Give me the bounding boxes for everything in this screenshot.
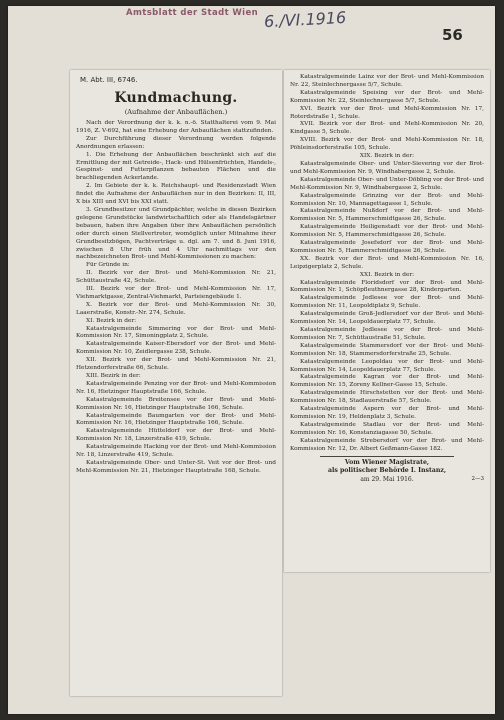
notice-paragraph: Katastralgemeinde Floridsdorf vor der Brot- und Mehl-Kommission Nr. 1, Schöpfleuthnergasse 28, Kindergarten. [290,279,484,294]
notice-paragraph: XI. Bezirk in der: [86,317,137,324]
notice-paragraph: Katastralgemeinde Heiligenstadt vor der Brot- und Mehl-Kommission Nr. 5, Hammerschmidtgasse 26, Schule. [290,224,484,239]
notice-paragraph: Für Gründe in: [86,262,130,269]
notice-paragraph: XXI. Bezirk in der: [359,271,415,278]
notice-paragraph: Katastralgemeinde Stadlau vor der Brot- und Mehl-Kommission Nr. 16, Konstanziagasse 50, Schule. [290,421,484,436]
notice-paragraph: XIX. Bezirk in der: [359,153,415,160]
notice-paragraph: Katastralgemeinde Ober- und Unter-Sievering vor der Brot- und Mehl-Kommission Nr. 9, Windhabergasse 2, Schule. [290,160,484,175]
signature-divider [320,456,454,457]
signature-date-line [290,476,484,483]
notice-paragraph: Katastralgemeinde Jedlesee vor der Brot- und Mehl-Kommission Nr. 7, Schüttaustraße 51, Schule. [290,327,484,341]
notice-paragraph: Katastralgemeinde Hütteldorf vor der Brot- und Mehl-Kommission Nr. 18, Linzerstraße 419, Schule. [76,428,276,443]
notice-subtitle: (Aufnahme der Anbauflächen.) [124,108,228,116]
notice-paragraph: X. Bezirk vor der Brot- und Mehl-Kommission Nr. 30, Laaerstraße, Konstr.-Nr. 274, Schule. [76,301,276,316]
clipping-left-column [70,70,282,696]
right-column-body [290,74,484,454]
notice-paragraph: XVII. Bezirk vor der Brot- und Mehl-Kommission Nr. 20, Kindgasse 5, Schule. [290,121,484,136]
left-column-body [76,120,276,476]
notice-paragraph: XVI. Bezirk vor der Brot- und Mehl-Kommission Nr. 17, Roterdstraße 1, Schule. [290,105,484,120]
notice-paragraph: Katastralgemeinde Kagran vor der Brot- und Mehl-Kommission Nr. 15, Zoreny Kellner-Gasse 15, Schule. [290,374,484,389]
reference-number: M. Abt. III, 6746. [80,76,138,84]
notice-paragraph: 2. Im Gebiete der k. k. Reichshaupt- und Residenzstadt Wien findet die Aufnahme der Anbauflächen nur in den Bezirken: II, III, X bis XIII und XVI bis XXI statt. [76,183,276,206]
handwritten-date: 6./VI.1916 [263,7,347,32]
notice-paragraph: XII. Bezirk vor der Brot- und Mehl-Kommission Nr. 21, Hetzendorferstraße 66, Schule. [76,357,276,372]
signature-authority: Vom Wiener Magistrate, [344,458,430,466]
notice-paragraph: Katastralgemeinde Breitensee vor der Brot- und Mehl-Kommission Nr. 16, Hietzinger Hauptstraße 166, Schule. [76,396,276,411]
notice-paragraph: Katastralgemeinde Leopoldau vor der Brot- und Mehl-Kommission Nr. 14, Leopoldauerplatz 77, Schule. [290,358,484,373]
notice-paragraph: Katastralgemeinde Stammersdorf vor der Brot- und Mehl-Kommission Nr. 18, Stammersdorferstraße 25, Schule. [290,342,484,357]
signature-code: 2—3 [471,475,484,482]
notice-paragraph: XVIII. Bezirk vor der Brot- und Mehl-Kommission Nr. 18, Pöhleinsdorferstraße 105, Schule. [290,137,484,152]
notice-paragraph: XIII. Bezirk in der: [86,373,141,379]
notice-paragraph: Katastralgemeinde Speising vor der Brot- und Mehl-Kommission Nr. 22, Steinlechnergasse 5/7, Schule. [290,89,484,104]
notice-paragraph: Katastralgemeinde Grinzing vor der Brot- und Mehl-Kommission Nr. 10, Mannagettagasse 1, Schule. [290,192,484,207]
notice-paragraph: Katastralgemeinde Hirschstetten vor der Brot- und Mehl-Kommission Nr. 18, Stadlauerstraße 57, Schule. [290,390,484,405]
notice-paragraph: Katastralgemeinde Kaiser-Ebersdorf vor der Brot- und Mehl-Kommission Nr. 10, Zeidlergasse 238, Schule. [76,341,276,356]
notice-paragraph: Katastralgemeinde Lainz vor der Brot- und Mehl-Kommission Nr. 22, Steinlechnergasse 5/7, Schule. [290,74,484,88]
notice-paragraph: Katastralgemeinde Josefsdorf vor der Brot- und Mehl-Kommission Nr. 5, Hammerschmidtgasse 26, Schule. [290,240,484,254]
page-number: 56 [442,26,463,44]
notice-paragraph: Katastralgemeinde Simmering vor der Brot- und Mehl-Kommission Nr. 17, Simoningplatz 2, Schule. [76,325,276,340]
signature-date: am 29. Mai 1916. [360,475,414,483]
notice-paragraph: Katastralgemeinde Hacking vor der Brot- und Mehl-Kommission Nr. 18, Linzerstraße 419, Schule. [76,444,276,459]
notice-paragraph: 1. Die Erhebung der Anbauflächen beschränkt sich auf die Ermittlung der mit Getreide-, Hack- und Hülsenfrüchten, Handels-, Gespinst- und Futterpflanzen bebauten Flächen und die brachliegenden Ackerlande. [76,151,276,182]
notice-paragraph: II. Bezirk vor der Brot- und Mehl-Kommission Nr. 21, Schüttaustraße 42, Schule. [76,270,276,285]
notice-paragraph: Katastralgemeinde Strebersdorf vor der Brot- und Mehl-Kommission Nr. 12, Dr. Albert Geßmann-Gasse 182. [290,437,484,452]
notice-paragraph: Katastralgemeinde Ober- und Unter-Döbling vor der Brot- und Mehl-Kommission Nr. 9, Windhabergasse 2, Schule. [290,176,485,191]
notice-paragraph: Katastralgemeinde Groß-Jedlersdorf vor der Brot- und Mehl-Kommission Nr. 14, Leopoldauerplatz 77, Schule. [290,311,484,326]
notice-paragraph: Katastralgemeinde Jedlesee vor der Brot- und Mehl-Kommission Nr. 11, Leopoldiplatz 9, Schule. [290,295,484,310]
notice-paragraph: XX. Bezirk vor der Brot- und Mehl-Kommission Nr. 16, Leipzigerplatz 2, Schule. [290,255,484,270]
notice-paragraph: Katastralgemeinde Nußdorf vor der Brot- und Mehl-Kommission Nr. 5, Hammerschmidtgasse 26, Schule. [290,208,484,223]
signature-authority-role: als politischer Behörde I. Instanz, [327,466,447,474]
notice-paragraph: Zur Durchführung dieser Verordnung werden folgende Anordnungen erlassen: [76,135,276,150]
clipping-right-column [284,70,490,572]
notice-paragraph: Nach der Verordnung der k. k. n.-ö. Statthalterei vom 9. Mai 1916, Z. V-692, hat eine Erhebung der Anbauflächen stattzufinden. [76,120,276,134]
notice-paragraph: Katastralgemeinde Penzing vor der Brot- und Mehl-Kommission Nr. 16, Hietzinger Hauptstraße 166, Schule. [76,380,276,395]
notice-paragraph: 3. Grundbesitzer und Grundpächter, welche in diesen Bezirken gelegene Grundstücke landwirtschaftlich oder als Handelsgärtner bebauen, haben ihre Angaben über ihre Anbauflächen persönlich oder durch einen Stellvertreter, womöglich unter Mitnahme ihrer Grundbesitzbögen, Pachtverträge u. dgl. am 7. und 8. Juni 1916, zwischen 8 Uhr früh und 4 Uhr nachmittags vor den nachbezeichneten Brot- und Mehl-Kommissionen zu machen: [76,206,276,261]
notice-paragraph: Katastralgemeinde Aspern vor der Brot- und Mehl-Kommission Nr. 19, Heldenplatz 3, Schule. [290,406,484,420]
notice-paragraph: III. Bezirk vor der Brot- und Mehl-Kommission Nr. 17, Viehmarktgasse, Zentral-Viehmarkt, Parteiengebäude 1. [76,286,276,300]
notice-paragraph: Katastralgemeinde Ober- und Unter-St. Veit vor der Brot- und Mehl-Kommission Nr. 21, Hietzinger Hauptstraße 168, Schule. [76,459,276,474]
notice-title: Kundmachung. [114,90,238,106]
notice-paragraph: Katastralgemeinde Baumgarten vor der Brot- und Mehl-Kommission Nr. 16, Hietzinger Hauptstraße 166, Schule. [76,412,276,427]
archive-stamp: Amtsblatt der Stadt Wien [126,8,259,18]
